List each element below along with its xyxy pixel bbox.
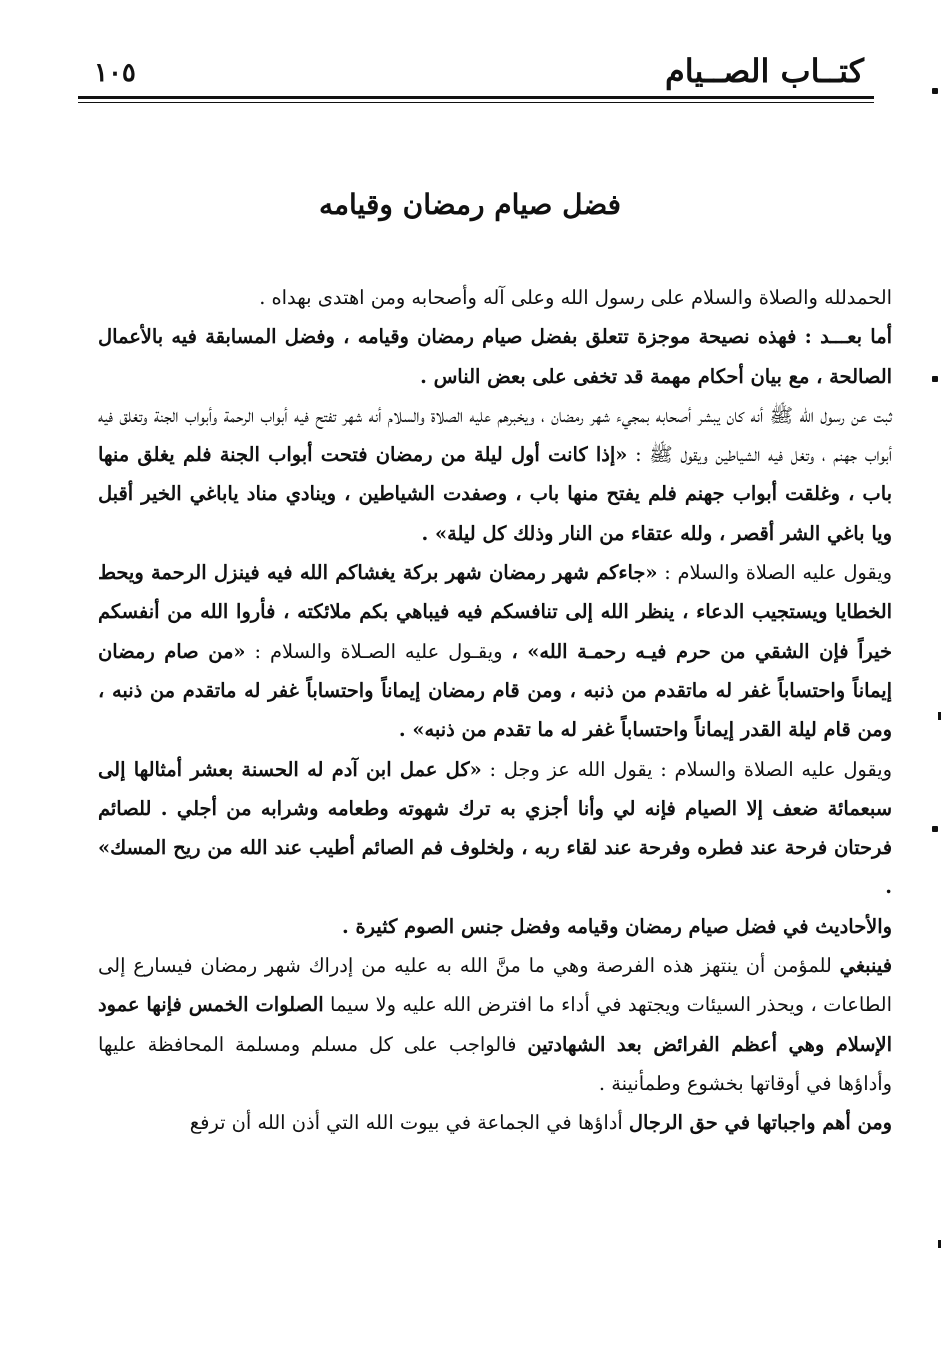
- edge-tick: [938, 1240, 941, 1248]
- running-title: كتــاب الصــيام: [664, 52, 864, 90]
- hadith-quote: «إذا كانت أول ليلة من رمضان فتحت أبواب الجنة فلم يغلق منها باب ، وغلقت أبواب جهنم فلم يفتح منها باب ، وصفدت الشياطين ، وينادي مناد ياباغي الخير أقبل ويا باغي الشر أقصر ، ولله عتقاء من النار وذلك كل ليلة» .: [98, 443, 892, 545]
- paragraph-hadith-gates: [98, 396, 892, 553]
- paragraph-advice: [98, 946, 892, 1103]
- paragraph-congregation: [98, 1103, 892, 1142]
- paragraph-lead: فينبغي: [839, 954, 892, 978]
- header-rule: [78, 96, 874, 99]
- hadith-quote: «كل عمل ابن آدم له الحسنة بعشر أمثالها إلى سبعمائة ضعف إلا الصيام فإنه لي وأنا أجزي به ترك شهوته وطعامه وشرابه من أجلي . للصائم فرحتان فرحة عند فطره وفرحة عند لقاء ربه ، ولخلوف فم الصائم أطيب عند الله من ريح المسك» .: [98, 757, 892, 899]
- paragraph-lead: والأحاديث في فضل صيام رمضان وقيامه وفضل جنس الصوم كثيرة .: [342, 914, 892, 938]
- paragraph-text-2: فالواجب على كل مسلم ومسلمة المحافظة عليها وأداؤها في أوقاتها بخشوع وطمأنينة .: [98, 1032, 892, 1095]
- page-number: ١٠٥: [94, 58, 136, 88]
- edge-tick: [938, 712, 941, 720]
- paragraph-lead: ومن أهم واجباتها في حق الرجال: [628, 1111, 892, 1135]
- paragraph-text: للمؤمن أن ينتهز هذه الفرصة وهي ما منَّ الله به عليه من إدراك شهر رمضان فيسارع إلى الطاعات ، ويحذر السيئات ويجتهد في أداء ما افترض الله عليه ولا سيما: [98, 954, 892, 1017]
- paragraph-intro: [98, 317, 892, 396]
- paragraph-text: أداؤها في الجماعة في بيوت الله التي أذن الله أن ترفع: [189, 1111, 623, 1135]
- body-text: [98, 278, 892, 1143]
- header-rule-thin: [78, 102, 874, 103]
- paragraph-summary: [98, 907, 892, 946]
- hadith-quote-2: «من صام رمضان إيماناً واحتساباً غفر له ماتقدم من ذنبه ، ومن قام رمضان إيماناً واحتساباً غفر له ماتقدم من ذنبه ، ومن قام ليلة القدر إيماناً واحتساباً غفر له ما تقدم من ذنبه» .: [98, 639, 892, 742]
- paragraph-opening: [98, 278, 892, 317]
- margin-mark: [932, 376, 938, 382]
- paragraph-hadith-qudsi: [98, 750, 892, 907]
- paragraph-hadith-blessing: [98, 553, 892, 749]
- paragraph-text-2: ويقـول عليه الصـلاة والسلام :: [254, 639, 503, 663]
- margin-mark: [932, 826, 938, 832]
- hadith-quote: «جاءكم شهر رمضان شهر بركة يغشاكم الله فيه فينزل الرحمة ويحط الخطايا ويستجيب الدعاء ، ينظر الله إلى تنافسكم فيه فيباهي بكم ملائكته ، فأروا الله من أنفسكم خيراً فإن الشقي من حرم فيـه رحمـة الله» ،: [98, 561, 892, 663]
- paragraph-text: ويقول عليه الصلاة والسلام : يقول الله عز وجل :: [489, 757, 893, 781]
- paragraph-text: الحمدلله والصلاة والسلام على رسول الله وعلى آله وأصحابه ومن اهتدى بهداه .: [259, 286, 892, 309]
- margin-mark: [932, 88, 938, 94]
- emphasis-quote: الصلوات الخمس فإنها عمود الإسلام وهي أعظم الفرائض بعد الشهادتين: [98, 993, 892, 1056]
- paragraph-text: ثبت عن رسول الله ﷺ أنه كان يبشر أصحابه بمجيء شهر رمضان ، ويخبرهم عليه الصلاة والسلام أنه شهر تفتح فيه أبواب الرحمة وأبواب الجنة وتغلق فيه أبواب جهنم ، وتغل فيه الشياطين ويقول ﷺ :: [98, 403, 892, 467]
- page-header: [78, 44, 874, 96]
- chapter-title: فضل صيام رمضان وقيامه: [319, 188, 621, 221]
- paragraph-text: ويقول عليه الصلاة والسلام :: [664, 561, 893, 585]
- paragraph-lead: أما بعـــد : فهذه نصيحة موجزة تتعلق بفضل صيام رمضان وقيامه ، وفضل المسابقة فيه بالأعمال الصالحة ، مع بيان أحكام مهمة قد تخفى على بعض الناس .: [98, 325, 892, 388]
